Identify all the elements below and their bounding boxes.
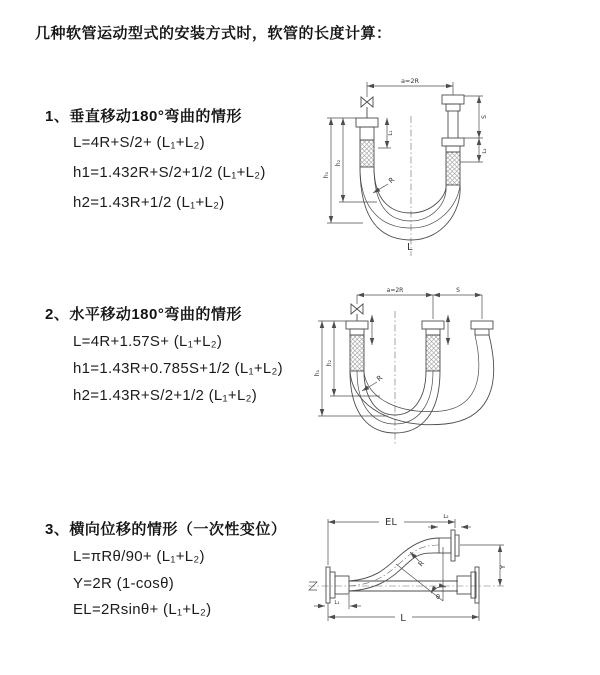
valve-icon: [361, 97, 373, 107]
fitting: [457, 576, 471, 594]
label-l1: L₁: [334, 600, 340, 606]
flange: [442, 95, 464, 104]
hose-braid: [350, 335, 364, 371]
flange: [330, 572, 335, 598]
section-2-heading: 2、水平移动180°弯曲的情形: [45, 306, 242, 323]
label-radius: R: [375, 373, 385, 384]
section-2-formula-h2: h2=1.43R+S/2+1/2 (L₁+L₂): [73, 387, 258, 404]
dimension-l1: [378, 118, 394, 148]
flange: [422, 321, 444, 329]
flange: [326, 567, 330, 603]
moving-end-position-2: [471, 321, 493, 335]
flange: [346, 321, 368, 329]
left-hose-end: [356, 82, 378, 167]
fitting: [350, 329, 364, 335]
label-length: L: [400, 613, 406, 624]
label-radius: R: [416, 559, 427, 569]
fitting: [446, 146, 460, 152]
label-theta: θ: [436, 593, 440, 601]
dimension-s: [464, 96, 488, 138]
label-length: L: [407, 242, 413, 253]
flange: [455, 535, 459, 556]
radius-callout: [362, 374, 384, 391]
label-a2r: a=2R: [386, 287, 404, 294]
fitting: [475, 329, 489, 335]
section-3-heading: 3、横向位移的情形（一次性变位）: [45, 521, 287, 538]
valve-icon: [351, 304, 363, 314]
section-3-formula-y: Y=2R (1-cosθ): [73, 575, 175, 592]
vertical-180-bend-diagram: [315, 70, 580, 260]
label-h1: h₁: [314, 369, 321, 377]
label-h2: h₂: [326, 359, 333, 367]
label-l1: L₁: [388, 130, 394, 136]
flange: [471, 321, 493, 329]
section-2-formula-length: L=4R+1.57S+ (L₁+L₂): [73, 333, 223, 350]
dimension-s: [433, 287, 482, 295]
hose-braid: [446, 152, 460, 185]
page-title: 几种软管运动型式的安装方式时，软管的长度计算：: [35, 25, 392, 42]
section-2-formula-h1: h1=1.43R+0.785S+1/2 (L₁+L₂): [73, 360, 283, 377]
fitting: [442, 138, 464, 146]
label-s: S: [481, 115, 488, 119]
radius-callout: [410, 552, 426, 568]
label-el: EL: [385, 517, 397, 528]
dimension-width-a2r: [357, 287, 482, 319]
dimension-width-a2r: [367, 77, 453, 86]
lateral-displacement-diagram: [300, 505, 592, 647]
label-h2: h₂: [335, 159, 342, 167]
section-3-formula-el: EL=2Rsinθ+ (L₁+L₂): [73, 601, 212, 618]
dimension-y: [460, 545, 507, 586]
horizontal-180-bend-diagram: [310, 283, 595, 455]
right-hose-end-original: [457, 567, 479, 603]
dimension-el: [328, 517, 455, 565]
fitting: [335, 576, 349, 594]
angle-theta: [396, 547, 446, 601]
section-1-heading: 1、垂直移动180°弯曲的情形: [45, 108, 242, 125]
label-h1: h₁: [323, 171, 330, 179]
dimension-l2: [428, 514, 471, 527]
left-hose-end: [326, 567, 349, 603]
hose-u-loop: [360, 167, 460, 240]
section-1-formula-h2: h2=1.43R+1/2 (L₁+L₂): [73, 194, 225, 211]
label-radius: R: [387, 175, 397, 186]
label-y: Y: [499, 564, 507, 570]
hose-u-loop-position-2: [350, 335, 494, 425]
label-a2r: a=2R: [400, 77, 420, 85]
left-hose-end: [346, 295, 372, 371]
section-3-formula-length: L=πRθ/90+ (L₁+L₂): [73, 548, 205, 565]
label-s: S: [456, 287, 460, 294]
section-1-formula-h1: h1=1.432R+S/2+1/2 (L₁+L₂): [73, 164, 266, 181]
right-hose-end: [442, 82, 464, 185]
label-l2: L₂: [443, 514, 449, 520]
flange: [451, 530, 455, 561]
fitting: [446, 104, 460, 111]
fitting: [439, 538, 451, 553]
fitting: [360, 127, 374, 140]
section-1-formula-length: L=4R+S/2+ (L₁+L₂): [73, 134, 205, 151]
flange: [356, 118, 378, 127]
dimension-l1: [314, 595, 361, 609]
moving-end-position-1: [422, 315, 448, 371]
fitting: [426, 329, 440, 335]
hose-braid: [360, 140, 374, 167]
hose-braid: [426, 335, 440, 371]
label-l2: L₂: [482, 148, 488, 154]
right-hose-end-displaced: [439, 530, 459, 561]
